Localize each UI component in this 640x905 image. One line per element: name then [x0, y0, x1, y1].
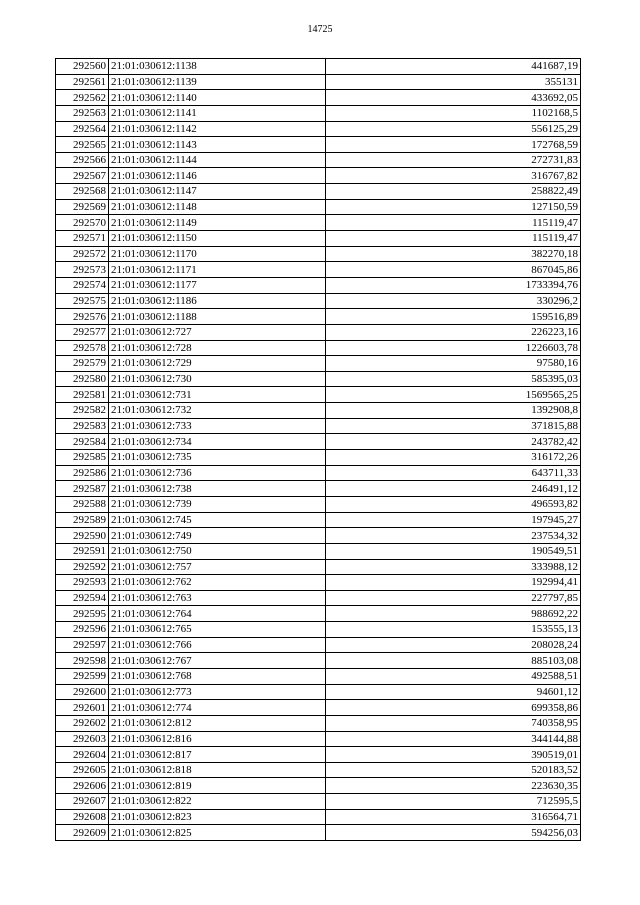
cadastral-value-cell: 441687,19	[326, 59, 581, 75]
row-number-cell: 292599	[56, 668, 109, 684]
cadastral-number-cell: 21:01:030612:734	[109, 434, 326, 450]
cadastral-number-cell: 21:01:030612:764	[109, 606, 326, 622]
row-number-cell: 292574	[56, 277, 109, 293]
row-number-cell: 292561	[56, 74, 109, 90]
table-row	[56, 512, 581, 528]
table-row	[56, 262, 581, 278]
row-number-cell: 292603	[56, 731, 109, 747]
cadastral-number-cell: 21:01:030612:1144	[109, 152, 326, 168]
cadastral-value-cell: 988692,22	[326, 606, 581, 622]
table-row	[56, 418, 581, 434]
table-row	[56, 184, 581, 200]
table-row	[56, 59, 581, 75]
cadastral-value-cell: 190549,51	[326, 543, 581, 559]
cadastral-number-cell: 21:01:030612:732	[109, 403, 326, 419]
cadastral-number-cell: 21:01:030612:817	[109, 747, 326, 763]
cadastral-value-cell: 246491,12	[326, 481, 581, 497]
row-number-cell: 292586	[56, 465, 109, 481]
cadastral-number-cell: 21:01:030612:767	[109, 653, 326, 669]
row-number-cell: 292600	[56, 684, 109, 700]
cadastral-number-cell: 21:01:030612:1146	[109, 168, 326, 184]
cadastral-value-cell: 740358,95	[326, 715, 581, 731]
table-row	[56, 168, 581, 184]
cadastral-value-cell: 1733394,76	[326, 277, 581, 293]
cadastral-value-cell: 197945,27	[326, 512, 581, 528]
table-row	[56, 403, 581, 419]
table-row	[56, 575, 581, 591]
row-number-cell: 292598	[56, 653, 109, 669]
cadastral-number-cell: 21:01:030612:823	[109, 809, 326, 825]
table-row	[56, 825, 581, 841]
table-row	[56, 105, 581, 121]
table-row	[56, 809, 581, 825]
cadastral-value-cell: 520183,52	[326, 762, 581, 778]
table-row	[56, 199, 581, 215]
table-row	[56, 653, 581, 669]
cadastral-value-cell: 237534,32	[326, 528, 581, 544]
row-number-cell: 292604	[56, 747, 109, 763]
row-number-cell: 292570	[56, 215, 109, 231]
cadastral-value-cell: 390519,01	[326, 747, 581, 763]
cadastral-value-cell: 594256,03	[326, 825, 581, 841]
cadastral-number-cell: 21:01:030612:733	[109, 418, 326, 434]
row-number-cell: 292585	[56, 450, 109, 466]
row-number-cell: 292602	[56, 715, 109, 731]
cadastral-number-cell: 21:01:030612:1138	[109, 59, 326, 75]
cadastral-value-cell: 127150,59	[326, 199, 581, 215]
cadastral-number-cell: 21:01:030612:774	[109, 700, 326, 716]
cadastral-number-cell: 21:01:030612:735	[109, 450, 326, 466]
table-row	[56, 324, 581, 340]
table-row	[56, 590, 581, 606]
row-number-cell: 292584	[56, 434, 109, 450]
cadastral-number-cell: 21:01:030612:762	[109, 575, 326, 591]
table-row	[56, 231, 581, 247]
cadastral-number-cell: 21:01:030612:819	[109, 778, 326, 794]
row-number-cell: 292583	[56, 418, 109, 434]
row-number-cell: 292605	[56, 762, 109, 778]
table-row	[56, 606, 581, 622]
row-number-cell: 292601	[56, 700, 109, 716]
cadastral-value-cell: 316172,26	[326, 450, 581, 466]
cadastral-value-cell: 344144,88	[326, 731, 581, 747]
row-number-cell: 292595	[56, 606, 109, 622]
row-number-cell: 292573	[56, 262, 109, 278]
cadastral-number-cell: 21:01:030612:812	[109, 715, 326, 731]
cadastral-value-cell: 330296,2	[326, 293, 581, 309]
table-row	[56, 559, 581, 575]
cadastral-number-cell: 21:01:030612:766	[109, 637, 326, 653]
cadastral-value-cell: 316767,82	[326, 168, 581, 184]
cadastral-number-cell: 21:01:030612:736	[109, 465, 326, 481]
cadastral-number-cell: 21:01:030612:763	[109, 590, 326, 606]
table-row	[56, 246, 581, 262]
table-row	[56, 528, 581, 544]
cadastral-value-cell: 556125,29	[326, 121, 581, 137]
cadastral-value-cell: 223630,35	[326, 778, 581, 794]
table-row	[56, 668, 581, 684]
row-number-cell: 292566	[56, 152, 109, 168]
cadastral-value-cell: 159516,89	[326, 309, 581, 325]
cadastral-number-cell: 21:01:030612:1171	[109, 262, 326, 278]
page-number: 14725	[307, 24, 333, 35]
cadastral-number-cell: 21:01:030612:749	[109, 528, 326, 544]
row-number-cell: 292579	[56, 356, 109, 372]
cadastral-number-cell: 21:01:030612:825	[109, 825, 326, 841]
cadastral-value-cell: 1102168,5	[326, 105, 581, 121]
table-row	[56, 762, 581, 778]
cadastral-number-cell: 21:01:030612:745	[109, 512, 326, 528]
table-row	[56, 622, 581, 638]
table-row	[56, 450, 581, 466]
table-row	[56, 74, 581, 90]
cadastral-value-cell: 243782,42	[326, 434, 581, 450]
row-number-cell: 292593	[56, 575, 109, 591]
table-row	[56, 152, 581, 168]
cadastral-number-cell: 21:01:030612:1140	[109, 90, 326, 106]
cadastral-number-cell: 21:01:030612:730	[109, 371, 326, 387]
cadastral-value-cell: 316564,71	[326, 809, 581, 825]
cadastral-number-cell: 21:01:030612:729	[109, 356, 326, 372]
table-row	[56, 747, 581, 763]
row-number-cell: 292564	[56, 121, 109, 137]
cadastral-value-cell: 382270,18	[326, 246, 581, 262]
row-number-cell: 292580	[56, 371, 109, 387]
cadastral-value-cell: 227797,85	[326, 590, 581, 606]
cadastral-value-cell: 867045,86	[326, 262, 581, 278]
table-row	[56, 778, 581, 794]
row-number-cell: 292607	[56, 794, 109, 810]
table-row	[56, 137, 581, 153]
cadastral-number-cell: 21:01:030612:1148	[109, 199, 326, 215]
cadastral-number-cell: 21:01:030612:818	[109, 762, 326, 778]
cadastral-number-cell: 21:01:030612:1186	[109, 293, 326, 309]
cadastral-value-cell: 433692,05	[326, 90, 581, 106]
cadastral-value-cell: 226223,16	[326, 324, 581, 340]
row-number-cell: 292562	[56, 90, 109, 106]
row-number-cell: 292591	[56, 543, 109, 559]
table-row	[56, 715, 581, 731]
table-row	[56, 90, 581, 106]
table-row	[56, 496, 581, 512]
cadastral-number-cell: 21:01:030612:739	[109, 496, 326, 512]
cadastral-number-cell: 21:01:030612:1177	[109, 277, 326, 293]
row-number-cell: 292608	[56, 809, 109, 825]
cadastral-value-cell: 115119,47	[326, 215, 581, 231]
table-row	[56, 121, 581, 137]
cadastral-value-cell: 496593,82	[326, 496, 581, 512]
cadastral-value-cell: 272731,83	[326, 152, 581, 168]
table-row	[56, 481, 581, 497]
row-number-cell: 292578	[56, 340, 109, 356]
row-number-cell: 292587	[56, 481, 109, 497]
row-number-cell: 292565	[56, 137, 109, 153]
cadastral-number-cell: 21:01:030612:727	[109, 324, 326, 340]
table-body	[56, 59, 581, 841]
row-number-cell: 292572	[56, 246, 109, 262]
row-number-cell: 292560	[56, 59, 109, 75]
table-row	[56, 309, 581, 325]
cadastral-number-cell: 21:01:030612:765	[109, 622, 326, 638]
cadastral-number-cell: 21:01:030612:1149	[109, 215, 326, 231]
cadastral-value-cell: 371815,88	[326, 418, 581, 434]
cadastral-number-cell: 21:01:030612:1141	[109, 105, 326, 121]
table-row	[56, 684, 581, 700]
row-number-cell: 292575	[56, 293, 109, 309]
table-row	[56, 543, 581, 559]
cadastral-value-cell: 712595,5	[326, 794, 581, 810]
cadastral-number-cell: 21:01:030612:1143	[109, 137, 326, 153]
table-row	[56, 700, 581, 716]
cadastral-number-cell: 21:01:030612:816	[109, 731, 326, 747]
table-row	[56, 293, 581, 309]
table-row	[56, 465, 581, 481]
row-number-cell: 292597	[56, 637, 109, 653]
cadastral-value-cell: 492588,51	[326, 668, 581, 684]
table-row	[56, 277, 581, 293]
cadastral-value-cell: 355131	[326, 74, 581, 90]
cadastral-value-cell: 1392908,8	[326, 403, 581, 419]
cadastral-number-cell: 21:01:030612:728	[109, 340, 326, 356]
row-number-cell: 292582	[56, 403, 109, 419]
cadastral-value-cell: 333988,12	[326, 559, 581, 575]
cadastral-value-cell: 1226603,78	[326, 340, 581, 356]
cadastral-value-cell: 585395,03	[326, 371, 581, 387]
row-number-cell: 292596	[56, 622, 109, 638]
table-row	[56, 794, 581, 810]
row-number-cell: 292609	[56, 825, 109, 841]
cadastral-value-table	[55, 58, 581, 841]
table-row	[56, 340, 581, 356]
cadastral-number-cell: 21:01:030612:731	[109, 387, 326, 403]
row-number-cell: 292590	[56, 528, 109, 544]
cadastral-value-cell: 115119,47	[326, 231, 581, 247]
row-number-cell: 292567	[56, 168, 109, 184]
cadastral-number-cell: 21:01:030612:768	[109, 668, 326, 684]
row-number-cell: 292577	[56, 324, 109, 340]
cadastral-value-cell: 208028,24	[326, 637, 581, 653]
row-number-cell: 292588	[56, 496, 109, 512]
row-number-cell: 292569	[56, 199, 109, 215]
row-number-cell: 292571	[56, 231, 109, 247]
cadastral-value-cell: 643711,33	[326, 465, 581, 481]
cadastral-number-cell: 21:01:030612:822	[109, 794, 326, 810]
row-number-cell: 292568	[56, 184, 109, 200]
row-number-cell: 292594	[56, 590, 109, 606]
table-row	[56, 434, 581, 450]
cadastral-value-cell: 192994,41	[326, 575, 581, 591]
cadastral-number-cell: 21:01:030612:757	[109, 559, 326, 575]
row-number-cell: 292592	[56, 559, 109, 575]
cadastral-number-cell: 21:01:030612:773	[109, 684, 326, 700]
table-row	[56, 387, 581, 403]
row-number-cell: 292589	[56, 512, 109, 528]
cadastral-value-cell: 258822,49	[326, 184, 581, 200]
cadastral-number-cell: 21:01:030612:1147	[109, 184, 326, 200]
table-row	[56, 731, 581, 747]
table-row	[56, 215, 581, 231]
cadastral-value-cell: 699358,86	[326, 700, 581, 716]
cadastral-value-cell: 153555,13	[326, 622, 581, 638]
table-row	[56, 637, 581, 653]
cadastral-number-cell: 21:01:030612:1150	[109, 231, 326, 247]
cadastral-number-cell: 21:01:030612:738	[109, 481, 326, 497]
table-row	[56, 371, 581, 387]
cadastral-value-cell: 172768,59	[326, 137, 581, 153]
cadastral-value-cell: 97580,16	[326, 356, 581, 372]
cadastral-number-cell: 21:01:030612:1170	[109, 246, 326, 262]
cadastral-number-cell: 21:01:030612:1142	[109, 121, 326, 137]
cadastral-number-cell: 21:01:030612:750	[109, 543, 326, 559]
table-row	[56, 356, 581, 372]
row-number-cell: 292563	[56, 105, 109, 121]
cadastral-value-cell: 1569565,25	[326, 387, 581, 403]
row-number-cell: 292581	[56, 387, 109, 403]
row-number-cell: 292576	[56, 309, 109, 325]
cadastral-value-cell: 94601,12	[326, 684, 581, 700]
cadastral-value-cell: 885103,08	[326, 653, 581, 669]
cadastral-number-cell: 21:01:030612:1188	[109, 309, 326, 325]
cadastral-number-cell: 21:01:030612:1139	[109, 74, 326, 90]
row-number-cell: 292606	[56, 778, 109, 794]
